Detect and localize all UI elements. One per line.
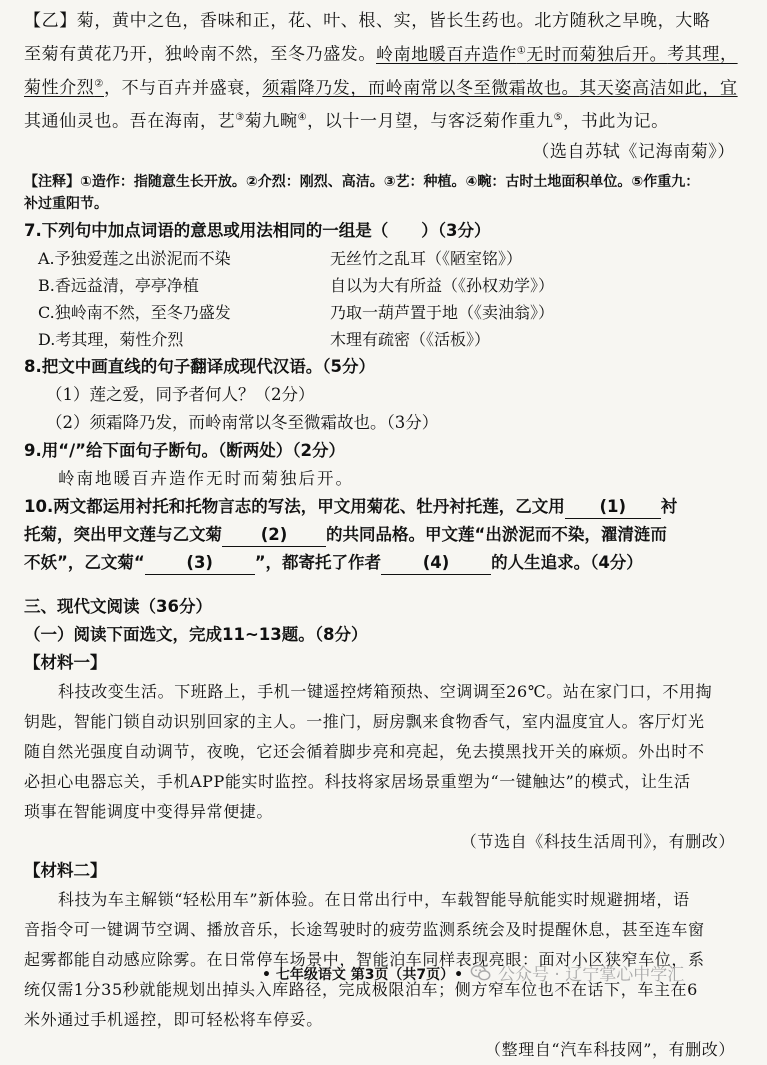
m1-line-3: 随自然光强度自动调节，夜晚，它还会循着脚步亮和亮起，免去摸黑找开关的麻烦。外出时不 [24,741,705,761]
question-10 [24,493,745,577]
yi-underlined-phrase: 菊性介烈② [24,78,104,99]
m2-line-4: 统仅需1分35秒就能规划出掉头入库路径，完成极限泊车；侧方窄车位也不在话下，车主在6 [24,979,698,999]
m1-line-5: 琐事在智能调度中变得异常便捷。 [24,801,274,821]
watermark-text: 公众号 · 辽宁掌心中学汇 [498,965,685,985]
yi-underlined-phrase: 其天姿高洁如此，宜 [579,78,738,99]
m2-line-1: 科技为车主解锁“轻松用车”新体验。在日常出行中，车载智能导航能实时规避拥堵，语 [58,889,690,909]
m1-title: 【材料一】 [24,652,107,672]
yi-line-3 [24,70,745,104]
q8-sub-1: （1）莲之爱，同予者何人？（2分） [46,384,315,404]
m1-line-1: 科技改变生活。下班路上，手机一键遥控烤箱预热、空调调至26℃。站在家门口，不用掏 [58,681,713,701]
m2-line-5: 米外通过手机遥控，即可轻松将车停妥。 [24,1009,323,1029]
q7-option-c: C.独岭南不然，至冬乃盛发 乃取一葫芦置于地（《卖油翁》） [38,302,555,322]
q10-line-3: 不妖”，乙文菊“ (3) ”，都寄托了作者 (4) 的人生追求。（4分） [24,549,745,577]
m2-line-3: 起雾都能自动感应除雾。在日常停车场景中，智能泊车同样表现亮眼：面对小区狭窄车位，系 [24,949,705,969]
q7-option-d: D.考其理，菊性介烈 木理有疏密（《活板》） [38,329,491,349]
q10-line-2: 托菊，突出甲文莲与乙文菊 (2) 的共同品格。甲文莲“出淤泥而不染，濯清涟而 [24,521,745,549]
page-footer [0,958,767,988]
q9-stem: 9.用“/”给下面句子断句。（断两处）（2分） [24,440,345,460]
section-3-subtitle: （一）阅读下面选文，完成11~13题。（8分） [24,624,368,644]
q10-line-1: 10.两文都运用衬托和托物言志的写法，甲文用菊花、牡丹衬托莲，乙文用 (1) 衬 [24,493,745,521]
notes-line-1: 【注释】①造作：指随意生长开放。②介烈：刚烈、高洁。③艺：种植。④畹：古时土地面积单位。⑤作重九： [24,173,700,190]
question-8 [24,353,745,437]
material-1 [24,649,745,857]
q8-sub-2: （2）须霜降乃发，而岭南常以冬至微霜故也。（3分） [46,412,439,432]
m2-title: 【材料二】 [24,860,107,880]
q10-blank-4[interactable]: (4) [381,552,491,575]
m2-source: （整理自“汽车科技网”，有删改） [485,1039,735,1059]
passage-yi [24,6,745,167]
yi-underlined-sentence: 岭南地暖百卉造作①无时而菊独后开。 [376,44,668,65]
q7-stem: 7.下列句中加点词语的意思或用法相同的一组是（ ）（3分） [24,220,491,240]
yi-text: ，不与百卉并盛衰， [103,78,263,99]
yi-underlined-phrase: 考其理， [667,44,738,65]
notes [24,171,745,215]
yi-line-1 [24,6,745,36]
yi-line-2 [24,36,745,70]
q7-option-a: A.予独爱莲之出淤泥而不染 无丝竹之乱耳（《陋室铭》） [38,248,523,268]
watermark [470,960,684,985]
page-number: • 七年级语文 第3页（共7页）• [262,967,464,983]
wechat-icon [470,962,492,984]
notes-line-2: 补过重阳节。 [24,195,108,212]
question-7 [24,217,745,353]
yi-text: 至菊有黄花乃开，独岭南不然，至冬乃盛发。 [24,44,376,65]
section-3-title: 三、现代文阅读（36分） [24,596,212,616]
yi-source: （选自苏轼《记海南菊》） [532,141,735,162]
m1-line-4: 必担心电器忘关，手机APP能实时监控。科技将家居场景重塑为“一键触达”的模式，让生活 [24,771,691,791]
section-3 [24,593,745,649]
q9-sentence: 岭南地暖百卉造作无时而菊独后开。 [58,468,354,488]
q10-blank-1[interactable]: (1) [565,496,661,519]
yi-translate-sentence: 须霜降乃发，而岭南常以冬至微霜故也。 [262,78,580,99]
yi-line-4: 其通仙灵也。吾在海南，艺③菊九畹④，以十一月望，与客泛菊作重九⑤，书此为记。 [24,111,669,132]
m2-line-2: 音指令可一键调节空调、播放音乐，长途驾驶时的疲劳监测系统会及时提醒休息，甚至连车窗 [24,919,705,939]
q7-option-b: B.香远益清，亭亭净植 自以为大有所益（《孙权劝学》） [38,275,555,295]
q8-stem: 8.把文中画直线的句子翻译成现代汉语。（5分） [24,356,375,376]
m1-source: （节选自《科技生活周刊》，有删改） [460,831,735,851]
question-9 [24,437,745,493]
q10-blank-3[interactable]: (3) [145,552,255,575]
q10-blank-2[interactable]: (2) [222,524,326,547]
m1-line-2: 钥匙，智能门锁自动识别回家的主人。一推门，厨房飘来食物香气，室内温度宜人。客厅灯光 [24,711,705,731]
yi-text: 【乙】菊，黄中之色，香味和正，花、叶、根、实，皆长生药也。北方随秋之早晚，大略 [24,11,711,31]
